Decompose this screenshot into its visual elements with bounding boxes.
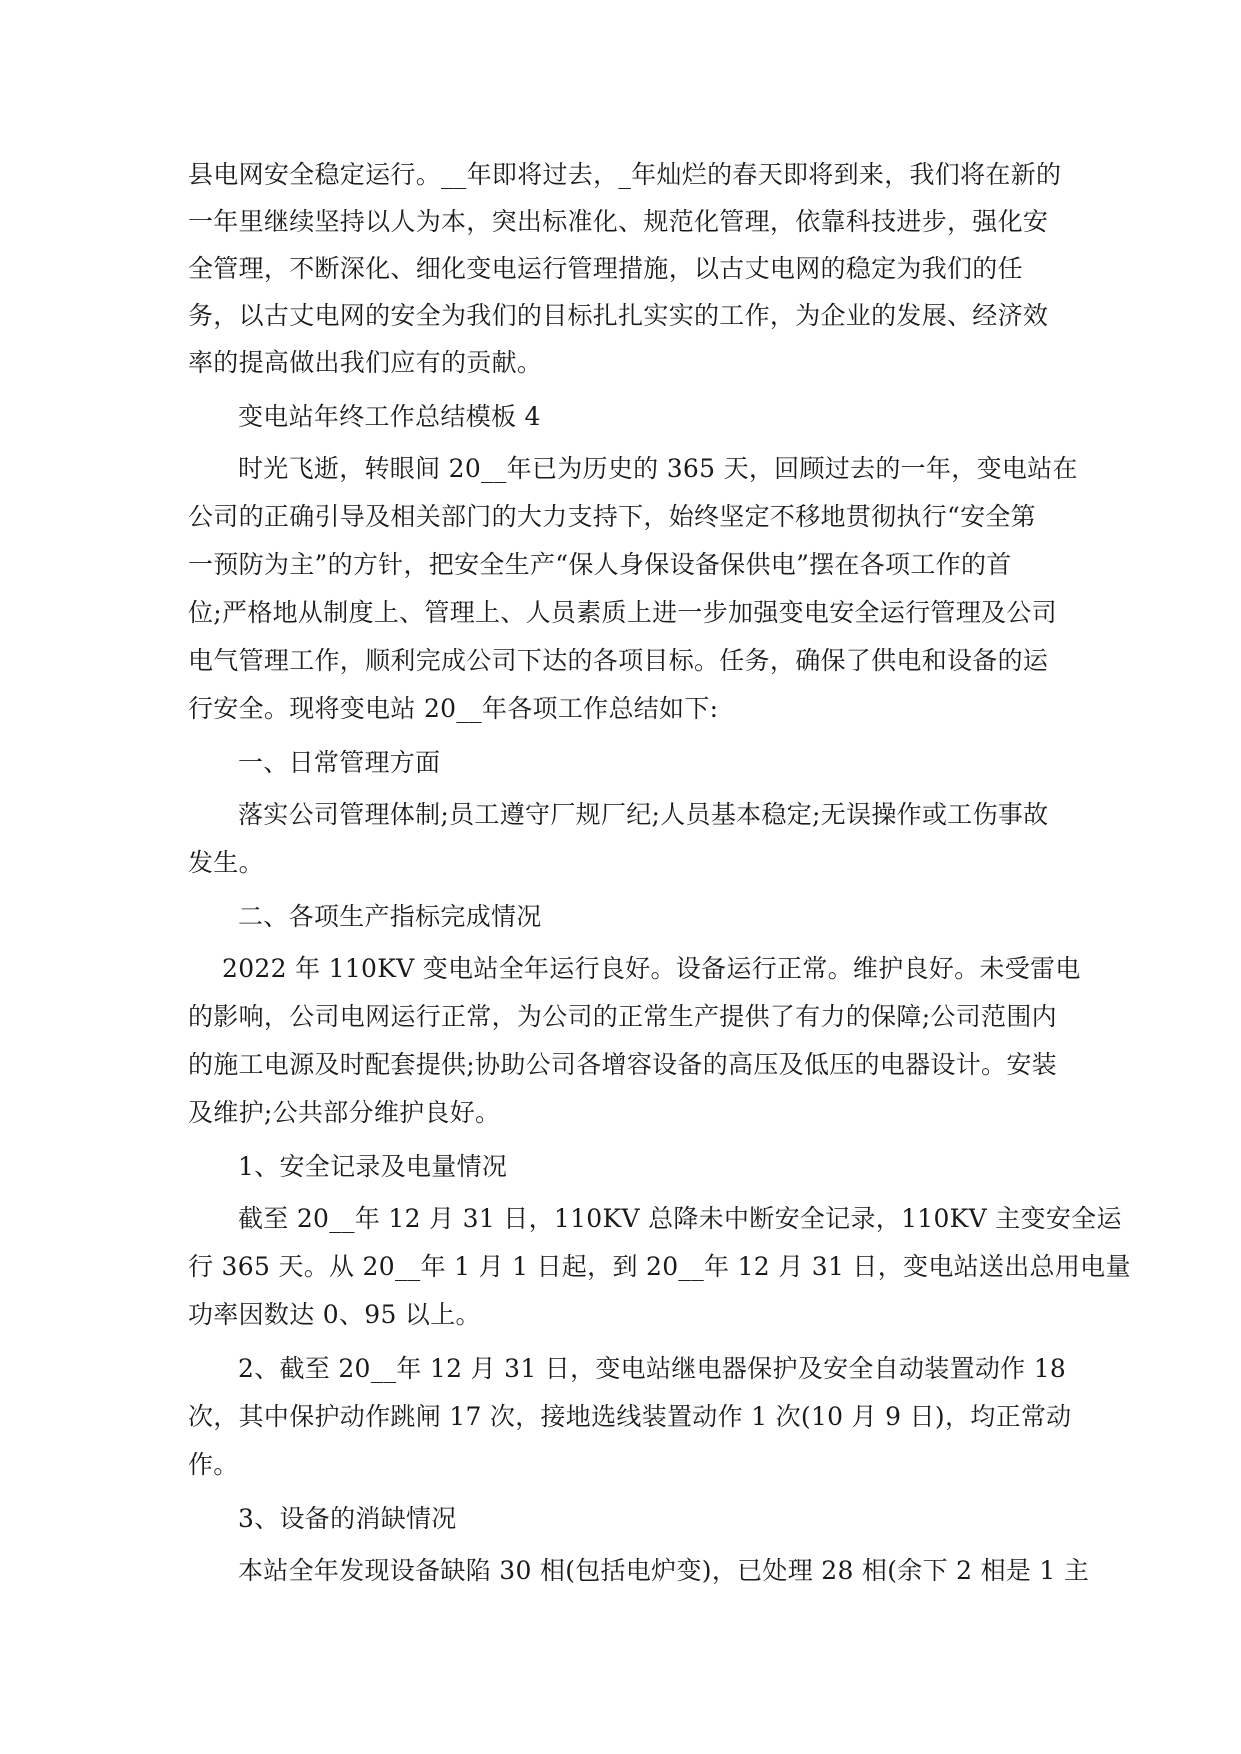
paragraph-line: 电气管理工作，顺利完成公司下达的各项目标。任务，确保了供电和设备的运 <box>188 646 1049 675</box>
paragraph-line: 2、截至 20__年 12 月 31 日，变电站继电器保护及安全自动装置动作 18 <box>238 1354 1067 1383</box>
paragraph-line: 率的提高做出我们应有的贡献。 <box>188 348 543 377</box>
section-heading: 3、设备的消缺情况 <box>238 1504 457 1533</box>
paragraph-line: 截至 20__年 12 月 31 日，110KV 总降未中断安全记录，110KV 主变安全运 <box>238 1204 1122 1233</box>
section-heading: 变电站年终工作总结模板 4 <box>238 402 541 431</box>
paragraph-line: 功率因数达 0、95 以上。 <box>188 1300 481 1329</box>
paragraph-line: 落实公司管理体制;员工遵守厂规厂纪;人员基本稳定;无误操作或工伤事故 <box>238 800 1049 829</box>
paragraph-line: 行安全。现将变电站 20__年各项工作总结如下: <box>188 694 719 723</box>
paragraph-line: 及维护;公共部分维护良好。 <box>188 1098 501 1127</box>
section-heading: 一、日常管理方面 <box>238 748 441 777</box>
paragraph-line: 的施工电源及时配套提供;协助公司各增容设备的高压及低压的电器设计。安装 <box>188 1050 1057 1079</box>
paragraph-line: 作。 <box>188 1450 239 1479</box>
paragraph-line: 务，以古丈电网的安全为我们的目标扎扎实实的工作，为企业的发展、经济效 <box>188 301 1049 330</box>
paragraph-line: 位;严格地从制度上、管理上、人员素质上进一步加强变电安全运行管理及公司 <box>188 598 1057 627</box>
paragraph-line: 时光飞逝，转眼间 20__年已为历史的 365 天，回顾过去的一年，变电站在 <box>238 454 1078 483</box>
paragraph-line: 县电网安全稳定运行。__年即将过去，_年灿烂的春天即将到来，我们将在新的 <box>188 160 1062 189</box>
paragraph-line: 公司的正确引导及相关部门的大力支持下，始终坚定不移地贯彻执行“安全第 <box>188 502 1036 531</box>
paragraph-line: 一预防为主”的方针，把安全生产“保人身保设备保供电”摆在各项工作的首 <box>188 550 1012 579</box>
paragraph-line: 次，其中保护动作跳闸 17 次，接地选线装置动作 1 次(10 月 9 日)，均正常动 <box>188 1402 1072 1431</box>
paragraph-line: 的影响，公司电网运行正常，为公司的正常生产提供了有力的保障;公司范围内 <box>188 1002 1057 1031</box>
paragraph-line: 全管理，不断深化、细化变电运行管理措施，以古丈电网的稳定为我们的任 <box>188 254 1023 283</box>
paragraph-line: 本站全年发现设备缺陷 30 相(包括电炉变)，已处理 28 相(余下 2 相是 1 主 <box>238 1556 1090 1585</box>
section-heading: 二、各项生产指标完成情况 <box>238 902 542 931</box>
paragraph-line: 发生。 <box>188 848 264 877</box>
section-heading: 1、安全记录及电量情况 <box>238 1152 508 1181</box>
paragraph-line: 一年里继续坚持以人为本，突出标准化、规范化管理，依靠科技进步，强化安 <box>188 207 1049 236</box>
paragraph-line: 2022 年 110KV 变电站全年运行良好。设备运行正常。维护良好。未受雷电 <box>222 954 1081 983</box>
paragraph-line: 行 365 天。从 20__年 1 月 1 日起，到 20__年 12 月 31 日，变电站送出总用电量 <box>188 1252 1131 1281</box>
